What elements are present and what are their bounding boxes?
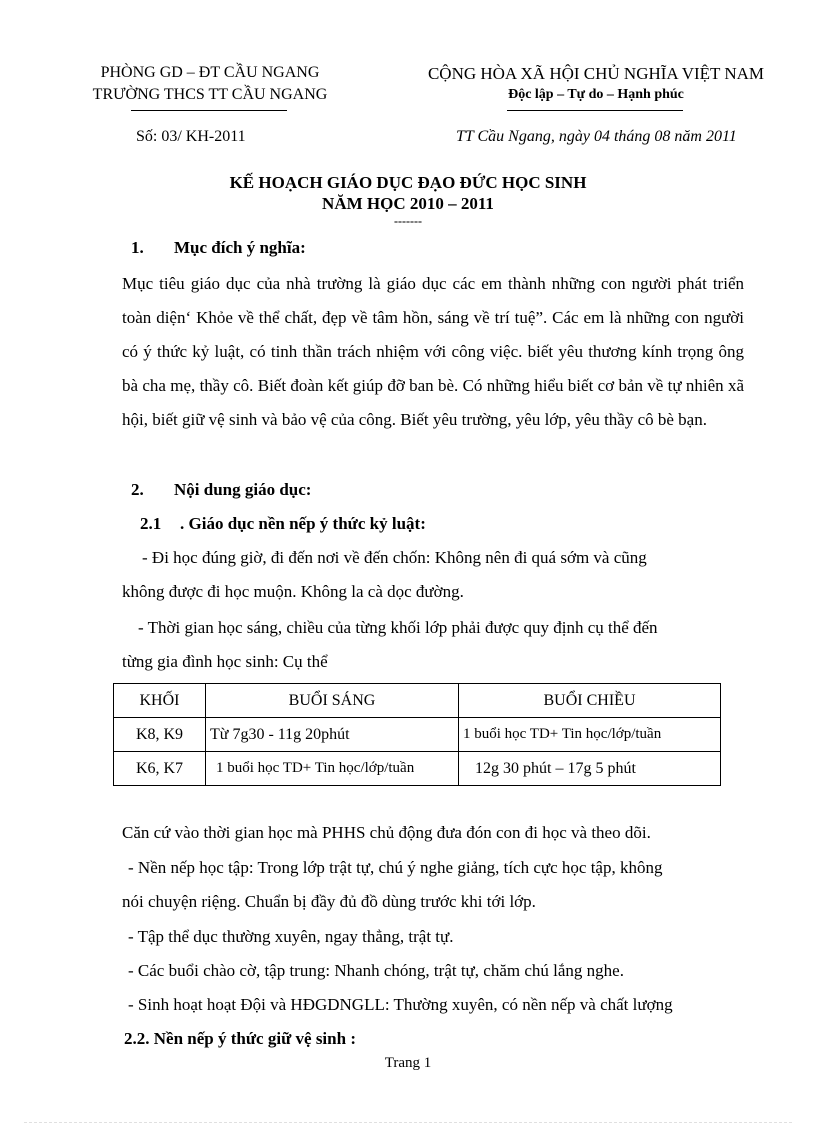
section-1-paragraph: Mục tiêu giáo dục của nhà trường là giáo dục các em thành những con người phát triển toàn diện‘ Khỏe về thể chất, đẹp về tâm hồn, sáng về trí tuệ”. Các em là những con người có ý thức kỷ luật, có tinh thần trách nhiệm với công việc. biết yêu thương kính trọng ông bà cha mẹ, thầy cô. Biết đoàn kết giúp đỡ ban bè. Có những hiểu biết cơ bản về tự nhiên xã hội, biết giữ vệ sinh và bảo vệ của công. Biết yêu trường, yêu lớp, yêu thầy cô bè bạn. <box>122 274 744 429</box>
flag-ceremony-item: - Các buổi chào cờ, tập trung: Nhanh chóng, trật tự, chăm chú lắng nghe. <box>128 961 624 980</box>
subsection-2-1-number: 2.1 <box>140 514 162 533</box>
table-row <box>114 718 721 752</box>
school-underline <box>131 110 287 111</box>
table-row <box>114 752 721 786</box>
subsection-2-2-heading: 2.2. Nền nếp ý thức giữ vệ sinh : <box>124 1029 356 1048</box>
table-cell: K8, K9 <box>114 718 206 752</box>
discipline-item-2-line-1: - Thời gian học sáng, chiều của từng khối lớp phải được quy định cụ thể đến <box>138 618 658 637</box>
section-2-heading: Nội dung giáo dục: <box>174 480 312 499</box>
table-cell: K6, K7 <box>114 752 206 786</box>
department-name: PHÒNG GD – ĐT CẦU NGANG <box>100 64 320 81</box>
section-2-number: 2. <box>131 480 144 499</box>
page-number: Trang 1 <box>384 1055 432 1071</box>
subsection-2-1-heading: . Giáo dục nền nếp ý thức kỷ luật: <box>180 514 426 533</box>
study-discipline-line-1: - Nền nếp học tập: Trong lớp trật tự, chú ý nghe giảng, tích cực học tập, không <box>128 858 663 877</box>
study-discipline-line-2: nói chuyện riệng. Chuẩn bị đầy đủ đồ dùng trước khi tới lớp. <box>122 892 536 911</box>
table-cell: 1 buổi học TD+ Tin học/lớp/tuần <box>459 718 721 752</box>
discipline-item-1-line-2: không được đi học muộn. Không la cà dọc đường. <box>122 582 464 601</box>
pickup-note: Căn cứ vào thời gian học mà PHHS chủ động đưa đón con đi học và theo dõi. <box>122 823 651 842</box>
document-title: KẾ HOẠCH GIÁO DỤC ĐẠO ĐỨC HỌC SINH <box>229 173 587 192</box>
discipline-item-1-line-1: - Đi học đúng giờ, đi đến nơi về đến chốn: Không nên đi quá sớm và cũng <box>142 548 647 567</box>
exercise-item: - Tập thể dục thường xuyên, ngay thẳng, trật tự. <box>128 927 454 946</box>
motto-underline <box>507 110 683 111</box>
nation-title: CỘNG HÒA XÃ HỘI CHỦ NGHĨA VIỆT NAM <box>427 64 765 83</box>
school-name: TRƯỜNG THCS TT CẦU NGANG <box>92 86 328 103</box>
table-cell: Từ 7g30 - 11g 20phút <box>206 718 459 752</box>
discipline-item-2-line-2: từng gia đình học sinh: Cụ thể <box>122 652 328 671</box>
motto: Độc lập – Tự do – Hạnh phúc <box>508 87 684 102</box>
title-divider: ------- <box>394 214 422 228</box>
section-1-heading: Mục đích ý nghĩa: <box>174 238 306 257</box>
table-header-cell: BUỔI CHIỀU <box>459 684 721 718</box>
table-cell: 1 buổi học TD+ Tin học/lớp/tuần <box>206 752 459 786</box>
schedule-table <box>113 683 721 786</box>
document-number: Số: 03/ KH-2011 <box>136 128 246 145</box>
school-year: NĂM HỌC 2010 – 2011 <box>322 194 494 213</box>
team-activity-item: - Sinh hoạt hoạt Đội và HĐGDNGLL: Thường xuyên, có nền nếp và chất lượng <box>128 995 673 1014</box>
table-header-cell: BUỔI SÁNG <box>206 684 459 718</box>
section-1-number: 1. <box>131 238 144 257</box>
table-cell: 12g 30 phút – 17g 5 phút <box>459 752 721 786</box>
place-date: TT Cầu Ngang, ngày 04 tháng 08 năm 2011 <box>456 128 737 145</box>
table-header-cell: KHỐI <box>114 684 206 718</box>
table-header-row <box>114 684 721 718</box>
